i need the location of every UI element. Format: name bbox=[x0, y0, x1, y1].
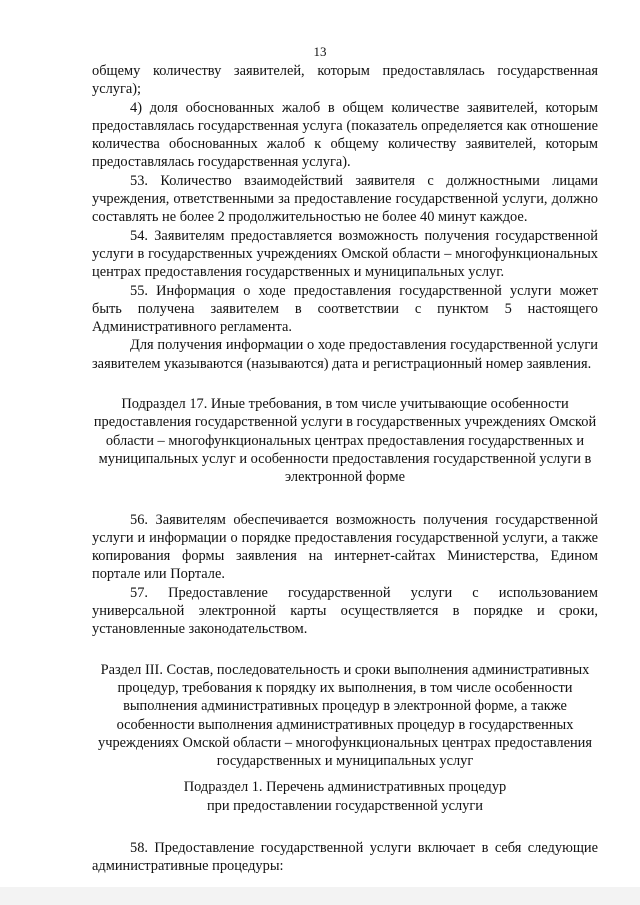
paragraph-56: 56. Заявителям обеспечивается возможность получения государственной услуги и информации о порядке предоставления государственной услуги, а также копирования формы заявления на интернет-сайтах Министерства, Едином портале или Портале. bbox=[92, 511, 598, 583]
paragraph-58: 58. Предоставление государственной услуги включает в себя следующие административные процедуры: bbox=[92, 839, 598, 875]
paragraph-continuation: общему количеству заявителей, которым предоставлялась государственная услуга); bbox=[92, 63, 598, 98]
document-body bbox=[92, 62, 598, 876]
paragraph-item-4: 4) доля обоснованных жалоб в общем количестве заявителей, которым предоставлялась государственная услуга (показатель определяется как отношение количества обоснованных жалоб к общему количеству заявителей, которым предоставлялась государственная услуга). bbox=[92, 99, 598, 171]
paragraph-54: 54. Заявителям предоставляется возможность получения государственной услуги в государственных учреждениях Омской области – многофункциональных центрах предоставления государственных и муниципальных услуг. bbox=[92, 227, 598, 281]
subsection-1-heading-line1: Подраздел 1. Перечень административных процедур bbox=[183, 779, 507, 796]
section-3-heading: Раздел III. Состав, последовательность и сроки выполнения административных процедур, требования к порядку их выполнения, в том числе особенности выполнения административных процедур в электронной форме, а также особенности выполнения административных процедур в государственных учреждениях Омской области – многофункциональных центрах предоставления государственных и муниципальных услуг bbox=[98, 661, 592, 770]
subsection-1-heading-line2: при предоставлении государственной услуги bbox=[206, 797, 483, 814]
page-bottom-edge bbox=[0, 887, 640, 905]
paragraph-57: 57. Предоставление государственной услуги с использованием универсальной электронной карты осуществляется в порядке и сроки, установленные законодательством. bbox=[92, 584, 598, 638]
paragraph-info-request: Для получения информации о ходе предоставления государственной услуги заявителем указываются (называются) дата и регистрационный номер заявления. bbox=[92, 337, 598, 372]
page-number: 13 bbox=[313, 44, 327, 59]
paragraph-53: 53. Количество взаимодействий заявителя с должностными лицами учреждения, ответственными за предоставление государственной услуги, должно составлять не более 2 продолжительностью не более 40 минут каждое. bbox=[92, 172, 598, 226]
paragraph-55: 55. Информация о ходе предоставления государственной услуги может быть получена заявителем в соответствии с пунктом 5 настоящего Административного регламента. bbox=[92, 282, 598, 336]
subsection-17-heading: Подраздел 17. Иные требования, в том числе учитывающие особенности предоставления государственной услуги в государственных учреждениях Омской области – многофункциональных центрах предоставления государственных и муниципальных услуг и особенности предоставления государственной услуги в электронной форме bbox=[93, 396, 597, 486]
